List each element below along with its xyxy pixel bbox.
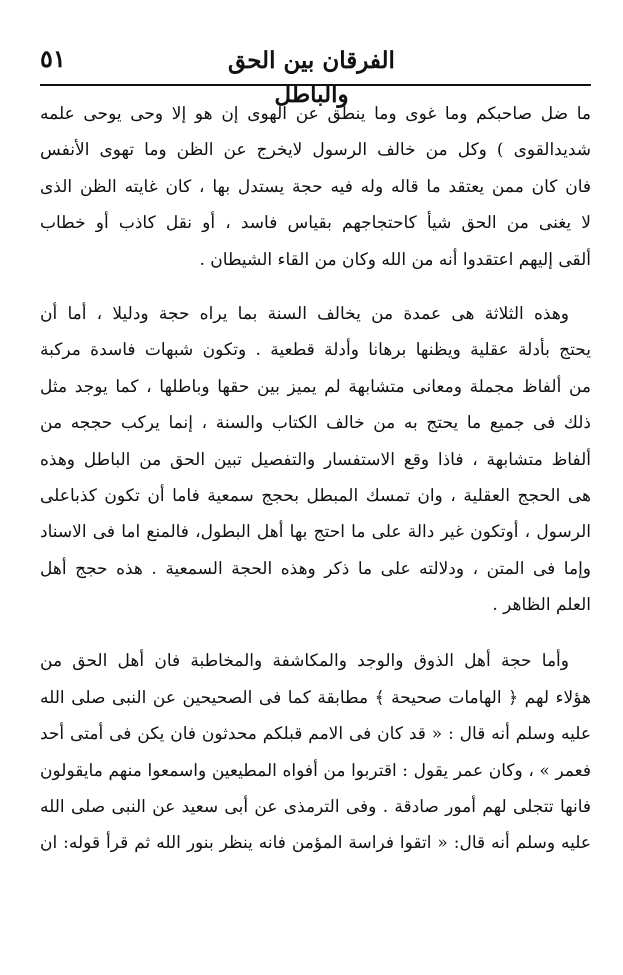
page-header bbox=[40, 40, 583, 108]
text-line: ألقى إليهم اعتقدوا أنه من الله وكان من القاء الشيطان . bbox=[199, 249, 591, 270]
text-line: الرسول ، أوتكون غير دالة على ما احتج بها أهل البطول، فالمنع اما فى الاسناد bbox=[40, 522, 591, 543]
text-line: العلم الظاهر . bbox=[492, 595, 591, 616]
text-line: وإما فى المتن ، ودلالته على ما ذكر وهذه الحجة السمعية . هذه حجج أهل bbox=[40, 558, 591, 579]
text-line: عليه وسلم أنه قال : « قد كان فى الامم قبلكم محدثون فان يكن فى أمتى أحد bbox=[40, 724, 591, 745]
paragraph-gap bbox=[40, 278, 591, 296]
text-line: ما ضل صاحبكم وما غوى وما ينطق عن الهوى إن هو إلا وحى يوحى علمه bbox=[40, 104, 591, 124]
header-rule bbox=[40, 84, 591, 86]
text-line: من ألفاظ مجملة ومعانى متشابهة لم يميز بين حقها وباطلها ، كما يوجد مثل bbox=[40, 376, 591, 397]
running-title: الفرقان بين الحق والباطل bbox=[228, 47, 395, 108]
text-line: فعمر » ، وكان عمر يقول : اقتربوا من أفواه المطيعين واسمعوا منهم مايقولون bbox=[40, 760, 591, 781]
text-line: وأما حجة أهل الذوق والوجد والمكاشفة والمخاطبة فان أهل الحق من bbox=[40, 651, 569, 672]
text-line: فان كان ممن يعتقد ما قاله وله فيه حجة يستدل بها ، كان غايته الظن الذى bbox=[40, 176, 591, 197]
page-number: ٥١ bbox=[40, 44, 66, 73]
text-line: لا يغنى من الحق شيأ كاحتجاجهم بقياس فاسد ، أو نقل كاذب أو خطاب bbox=[40, 213, 591, 234]
text-line: وهذه الثلاثة هى عمدة من يخالف السنة بما يراه حجة ودليلا ، أما أن bbox=[40, 303, 569, 324]
text-line: ألفاظ متشابهة ، فاذا وقع الاستفسار والتفصيل تبين الحق من الباطل وهذه bbox=[40, 449, 591, 470]
paragraph-1 bbox=[40, 96, 591, 278]
paragraph-2 bbox=[40, 296, 591, 624]
text-line: شديدالقوى ) وكل من خالف الرسول لايخرج عن الظن وما تهوى الأنفس bbox=[40, 140, 591, 161]
text-line: ذلك فى جميع ما يحتج به من خالف الكتاب والسنة ، إنما يركب حججه من bbox=[40, 413, 591, 434]
paragraph-3 bbox=[40, 643, 591, 861]
text-line: هى الحجج العقلية ، وان تمسك المبطل بحجج سمعية فاما أن تكون كذباعلى bbox=[40, 485, 591, 506]
text-line: فانها تتجلى لهم أمور صادقة . وفى الترمذى عن أبى سعيد عن النبى صلى الله bbox=[40, 797, 591, 818]
body-text bbox=[40, 96, 591, 862]
paragraph-gap bbox=[40, 623, 591, 643]
text-line: عليه وسلم أنه قال: « اتقوا فراسة المؤمن فانه ينظر بنور الله ثم قرأ قوله: ان bbox=[40, 833, 591, 854]
text-line: هؤلاء لهم ﴿ الهامات صحيحة ﴾ مطابقة كما فى الصحيحين عن النبى صلى الله bbox=[40, 687, 591, 708]
text-line: يحتج بأدلة عقلية ويظنها برهانا وأدلة قطعية . وتكون شبهات فاسدة مركبة bbox=[40, 340, 591, 361]
